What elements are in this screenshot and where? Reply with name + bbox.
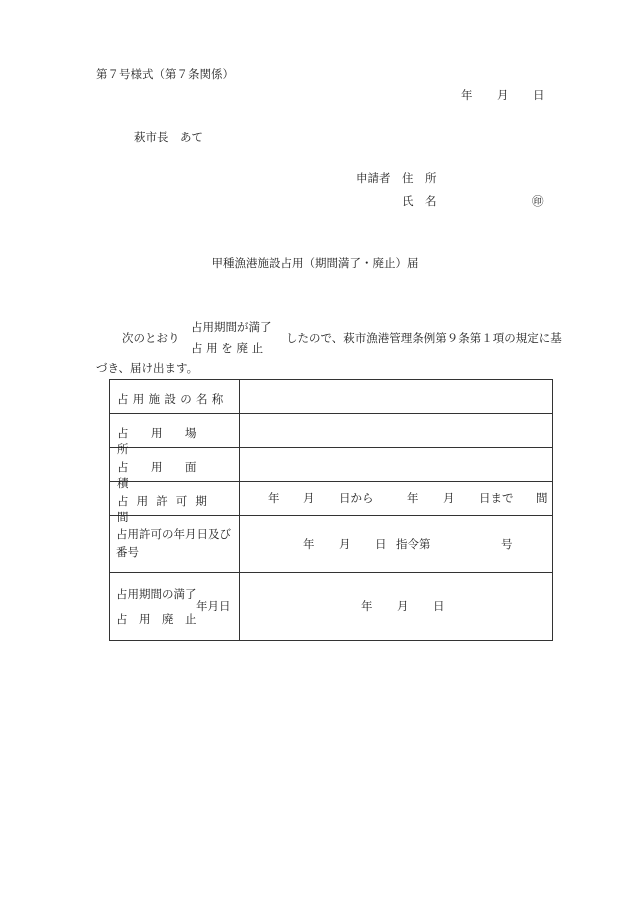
table-row — [110, 573, 553, 641]
name-label: 氏 名 — [402, 194, 437, 208]
addressee: 萩市長 あて — [134, 130, 203, 144]
period-d2: 日まで — [479, 491, 514, 505]
area-label: 占用面積 — [117, 460, 219, 490]
location-value[interactable] — [240, 414, 553, 448]
table-row — [110, 380, 553, 414]
facility-name-label-cell — [110, 380, 240, 414]
permit-d: 日 — [375, 537, 387, 551]
permit-label-cell — [110, 516, 240, 573]
table-row — [110, 516, 553, 573]
applicant-label: 申請者 — [356, 171, 391, 185]
permit-label-line1: 占用許可の年月日及び — [116, 527, 231, 541]
period-label-cell — [110, 482, 240, 524]
location-label: 占用場所 — [117, 426, 219, 456]
date-year: 年 — [461, 88, 473, 102]
table-row — [110, 414, 553, 448]
end-date-y: 年 — [361, 599, 373, 613]
facility-name-value[interactable] — [240, 380, 553, 414]
area-label-cell — [110, 448, 240, 490]
permit-label-line2: 番号 — [116, 545, 139, 559]
form-number: 第７号様式（第７条関係） — [96, 67, 234, 81]
facility-name-label: 占用施設の名称 — [117, 392, 228, 406]
end-date-m: 月 — [397, 599, 409, 613]
end-label-line3: 占 用 廃 止 — [116, 612, 197, 626]
period-value[interactable] — [240, 482, 553, 516]
body-rest: したので、萩市漁港管理条例第９条第１項の規定に基 — [286, 331, 562, 345]
end-label-line1: 占用期間の満了 — [116, 587, 197, 601]
document-title: 甲種漁港施設占用（期間満了・廃止）届 — [211, 256, 419, 270]
notification-table — [109, 379, 553, 641]
end-label-mid: 年月日 — [196, 599, 231, 613]
body-lead: 次のとおり — [122, 331, 180, 345]
table-row — [110, 482, 553, 516]
option-expired: 占用期間が満了 — [191, 320, 272, 334]
period-y2: 年 — [407, 491, 419, 505]
period-m2: 月 — [443, 491, 455, 505]
permit-y: 年 — [303, 537, 315, 551]
end-label-cell — [110, 573, 240, 641]
period-label: 占用許可期間 — [117, 494, 215, 524]
table-row — [110, 448, 553, 482]
date-month: 月 — [497, 88, 509, 102]
permit-order: 指令第 — [396, 537, 431, 551]
period-y1: 年 — [268, 491, 280, 505]
period-span: 間 — [536, 491, 548, 505]
permit-value[interactable] — [240, 516, 553, 573]
permit-num: 号 — [501, 537, 513, 551]
end-date-d: 日 — [433, 599, 445, 613]
end-date-value[interactable] — [240, 573, 553, 641]
body-line2: づき、届け出ます。 — [96, 361, 199, 375]
period-m1: 月 — [303, 491, 315, 505]
period-d1: 日から — [339, 491, 374, 505]
permit-m: 月 — [339, 537, 351, 551]
option-abolished: 占 用 を 廃 止 — [191, 341, 264, 355]
seal-mark: ㊞ — [532, 194, 544, 208]
area-value[interactable] — [240, 448, 553, 482]
location-label-cell — [110, 414, 240, 456]
date-day: 日 — [533, 88, 545, 102]
address-label: 住 所 — [402, 171, 437, 185]
